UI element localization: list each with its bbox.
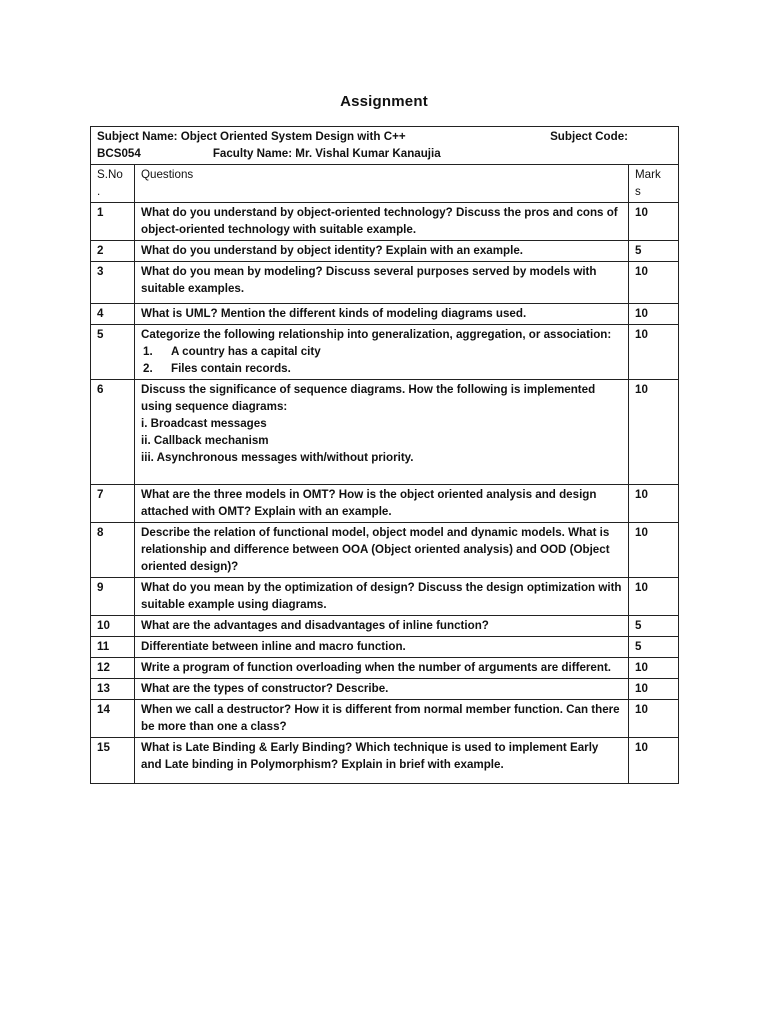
table-row <box>91 304 679 325</box>
row-sno: 3 <box>91 262 135 304</box>
assignment-table <box>90 126 679 784</box>
row-question <box>135 325 629 380</box>
row-marks: 10 <box>629 485 679 523</box>
question-text: What is Late Binding & Early Binding? Which technique is used to implement Early and Late binding in Polymorphism? Explain in brief with example. <box>141 741 599 771</box>
row-marks: 5 <box>629 241 679 262</box>
question-text: What are the three models in OMT? How is the object oriented analysis and design attached with OMT? Explain with an example. <box>141 488 597 518</box>
row-question <box>135 616 629 637</box>
row-sno: 13 <box>91 679 135 700</box>
list-item-text: Files contain records. <box>171 362 291 375</box>
question-text: What do you mean by modeling? Discuss several purposes served by models with suitable examples. <box>141 265 597 295</box>
question-text: Categorize the following relationship into generalization, aggregation, or association: <box>141 328 612 341</box>
row-marks: 10 <box>629 262 679 304</box>
row-sno: 12 <box>91 658 135 679</box>
row-marks: 10 <box>629 738 679 784</box>
row-sno: 6 <box>91 380 135 485</box>
row-marks: 10 <box>629 679 679 700</box>
row-sno: 14 <box>91 700 135 738</box>
table-row <box>91 523 679 578</box>
row-question <box>135 241 629 262</box>
row-question <box>135 658 629 679</box>
list-item-number: 2. <box>143 362 153 375</box>
row-question <box>135 203 629 241</box>
list-item <box>141 360 622 377</box>
row-sno: 10 <box>91 616 135 637</box>
row-question <box>135 679 629 700</box>
faculty-name: Faculty Name: Mr. Vishal Kumar Kanaujia <box>212 147 441 160</box>
row-sno: 11 <box>91 637 135 658</box>
row-marks: 10 <box>629 578 679 616</box>
header-cell <box>91 127 679 165</box>
row-sno: 4 <box>91 304 135 325</box>
row-marks: 10 <box>629 523 679 578</box>
question-text: Differentiate between inline and macro function. <box>141 640 406 653</box>
list-item-text: A country has a capital city <box>171 345 321 358</box>
table-row <box>91 325 679 380</box>
row-sno: 2 <box>91 241 135 262</box>
question-text: Discuss the significance of sequence diagrams. How the following is implemented using sequence diagrams: <box>141 383 596 413</box>
row-sno: 15 <box>91 738 135 784</box>
question-text: What do you understand by object identity? Explain with an example. <box>141 244 523 257</box>
question-text: Describe the relation of functional model, object model and dynamic models. What is relationship and difference between OOA (Object oriented analysis) and OOD (Object oriented design)? <box>141 526 610 573</box>
table-row <box>91 485 679 523</box>
page-title: Assignment <box>340 93 428 110</box>
question-text: What are the types of constructor? Describe. <box>141 682 389 695</box>
row-marks: 10 <box>629 700 679 738</box>
table-row <box>91 262 679 304</box>
questions-column-header: Questions <box>135 165 629 203</box>
row-sno: 7 <box>91 485 135 523</box>
sub-item: iii. Asynchronous messages with/without priority. <box>141 451 414 464</box>
sno-column-header: S.No . <box>91 165 135 203</box>
table-row <box>91 380 679 485</box>
question-text: What do you understand by object-oriented technology? Discuss the pros and cons of object-oriented technology with suitable example. <box>141 206 618 236</box>
table-row <box>91 679 679 700</box>
table-row <box>91 241 679 262</box>
question-text: What is UML? Mention the different kinds of modeling diagrams used. <box>141 307 527 320</box>
row-question <box>135 700 629 738</box>
table-row <box>91 700 679 738</box>
row-marks: 10 <box>629 203 679 241</box>
list-item-number: 1. <box>143 345 153 358</box>
row-sno: 8 <box>91 523 135 578</box>
table-row <box>91 578 679 616</box>
sub-item: i. Broadcast messages <box>141 417 267 430</box>
row-question <box>135 380 629 485</box>
row-question <box>135 485 629 523</box>
row-question <box>135 738 629 784</box>
table-row <box>91 203 679 241</box>
row-question <box>135 523 629 578</box>
row-marks: 10 <box>629 325 679 380</box>
row-marks: 10 <box>629 304 679 325</box>
marks-column-header: Mark s <box>629 165 679 203</box>
question-text: When we call a destructor? How it is different from normal member function. Can there be more than one a class? <box>141 703 620 733</box>
table-row <box>91 637 679 658</box>
row-marks: 5 <box>629 616 679 637</box>
row-question <box>135 578 629 616</box>
row-question <box>135 262 629 304</box>
row-marks: 10 <box>629 658 679 679</box>
table-row <box>91 658 679 679</box>
row-sno: 1 <box>91 203 135 241</box>
table-row <box>91 738 679 784</box>
subject-code-label: Subject Code: <box>550 130 629 143</box>
row-marks: 5 <box>629 637 679 658</box>
row-sno: 5 <box>91 325 135 380</box>
row-question <box>135 637 629 658</box>
column-header-row <box>91 165 679 203</box>
table-row <box>91 616 679 637</box>
list-item <box>141 343 622 360</box>
question-text: Write a program of function overloading when the number of arguments are different. <box>141 661 612 674</box>
question-text: What are the advantages and disadvantages of inline function? <box>141 619 489 632</box>
header-row <box>91 127 679 165</box>
sub-item: ii. Callback mechanism <box>141 434 269 447</box>
subject-name: Subject Name: Object Oriented System Design with C++ <box>97 130 406 143</box>
row-marks: 10 <box>629 380 679 485</box>
row-question <box>135 304 629 325</box>
subject-code: BCS054 <box>97 147 141 160</box>
row-sno: 9 <box>91 578 135 616</box>
question-text: What do you mean by the optimization of design? Discuss the design optimization with suitable example using diagrams. <box>141 581 622 611</box>
